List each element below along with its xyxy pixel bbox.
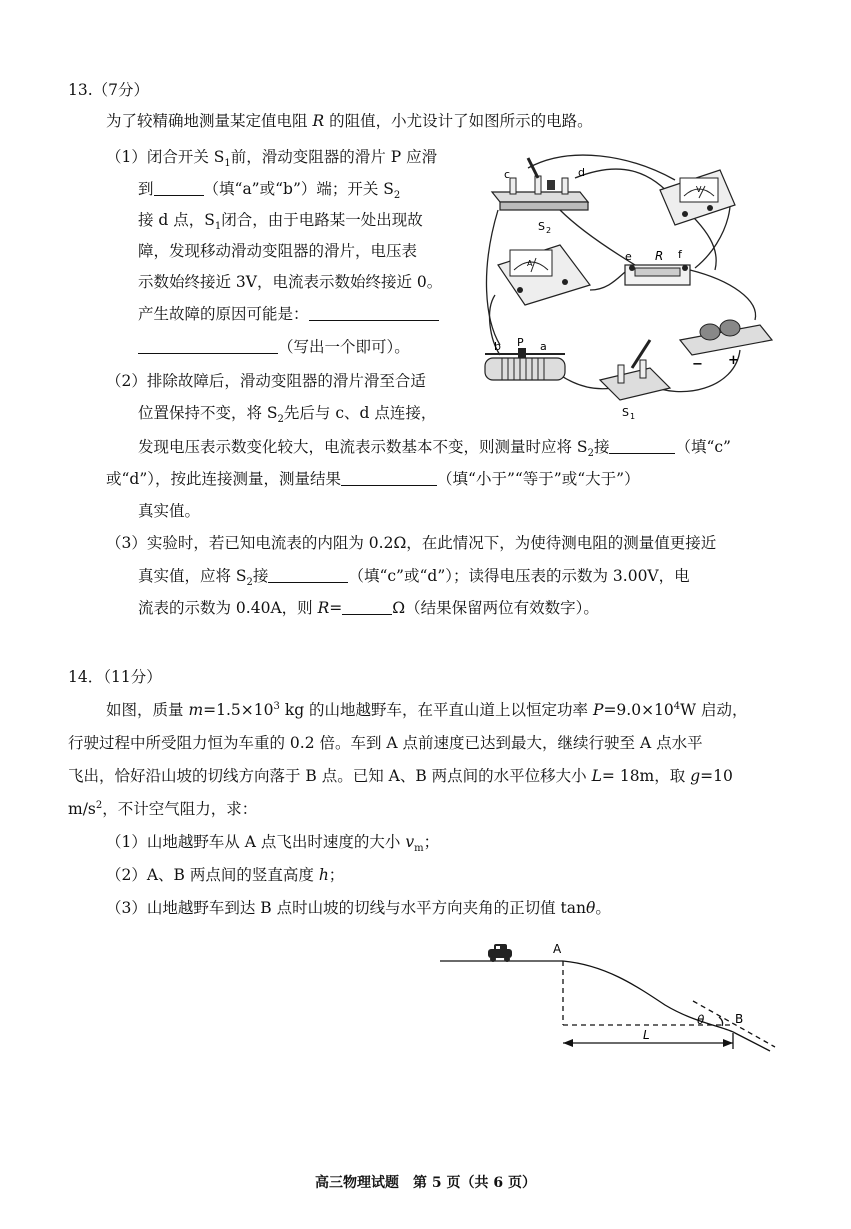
q13-part2-line3: 发现电压表示数变化较大，电流表示数基本不变，则测量时应将 $S_2$接 （填“c” <box>138 438 731 460</box>
resistor-r <box>625 248 690 285</box>
svg-text:1: 1 <box>630 412 636 420</box>
svg-text:A: A <box>527 259 533 268</box>
svg-text:P: P <box>517 336 524 349</box>
q14-number: 14．（11分） <box>68 668 162 686</box>
q14-sub3: （3）山地越野车到达 B 点时山坡的切线与水平方向夹角的正切值 tanθ。 <box>106 899 611 917</box>
q13-part3-line3: 流表的示数为 0.40A，则 R= Ω（结果保留两位有效数字）。 <box>138 599 599 617</box>
q14-line3: 飞出，恰好沿山坡的切线方向落于 B 点。已知 A、B 两点间的水平位移大小 L= 18m，取 g=10 <box>68 767 733 785</box>
q13-part1-line3: 接 d 点，$S_1$闭合，由于电路某一处出现故 <box>138 211 423 233</box>
svg-text:d: d <box>578 166 585 179</box>
svg-text:a: a <box>540 340 547 353</box>
svg-text:2: 2 <box>546 226 552 235</box>
q13-part1-line5: 示数始终接近 3V，电流表示数始终接近 0。 <box>138 273 443 291</box>
q13-number: 13.（7分） <box>68 81 150 99</box>
car-icon <box>488 944 512 962</box>
switch-s2 <box>492 158 588 235</box>
q13-part1-line1: （1）闭合开关 $S_1$前，滑动变阻器的滑片 P 应滑 <box>106 148 438 170</box>
q13-part2-line1: （2）排除故障后，滑动变阻器的滑片滑至合适 <box>106 372 426 390</box>
q13-part1-line6: 产生故障的原因可能是： <box>138 304 439 324</box>
answer-blank[interactable] <box>342 599 392 615</box>
page-footer: 高三物理试题 第 5 页（共 6 页） <box>315 1175 536 1191</box>
circuit-diagram <box>480 150 790 420</box>
q13-part2-line4: 或“d”），按此连接测量，测量结果 （填“小于”“等于”或“大于”） <box>106 470 640 488</box>
q13-intro: 为了较精确地测量某定值电阻 R 的阻值，小尤设计了如图所示的电路。 <box>106 112 593 130</box>
q13-part1-line2: 到 （填“a”或“b”）端；开关 $S_2$ <box>138 180 401 202</box>
answer-blank[interactable] <box>609 438 675 454</box>
svg-text:c: c <box>504 168 511 181</box>
q13-part2-line2: 位置保持不变，将 $S_2$先后与 c、d 点连接， <box>138 404 437 426</box>
q14-sub1: （1）山地越野车从 A 点飞出时速度的大小 $v_m$； <box>106 833 440 855</box>
svg-text:e: e <box>625 250 632 263</box>
svg-text:−: − <box>692 357 703 372</box>
q14-line2: 行驶过程中所受阻力恒为车重的 0.2 倍。车到 A 点前速度已达到最大，继续行驶至 A 点水平 <box>68 734 703 752</box>
q13-part1-line4: 障，发现移动滑动变阻器的滑片，电压表 <box>138 242 418 260</box>
rheostat <box>485 336 565 380</box>
answer-blank[interactable] <box>341 470 437 486</box>
answer-blank[interactable] <box>154 180 204 196</box>
svg-text:B: B <box>735 1012 744 1026</box>
q13-part1-line7: （写出一个即可）。 <box>138 337 410 357</box>
svg-text:V: V <box>696 185 702 194</box>
svg-text:f: f <box>678 248 682 261</box>
svg-text:+: + <box>728 353 739 368</box>
svg-text:b: b <box>494 340 501 353</box>
svg-text:θ: θ <box>697 1013 705 1027</box>
q14-line1: 如图，质量 $m=1.5\times 10^3$ kg 的山地越野车，在平直山道上以恒定功率 $P=9.0\times 10^4W$ 启动， <box>106 700 748 719</box>
q14-line4: $m/s^2$，不计空气阻力，求： <box>68 799 258 818</box>
q14-sub2: （2）A、B 两点间的竖直高度 h； <box>106 866 345 884</box>
answer-blank[interactable] <box>268 567 348 583</box>
svg-text:A: A <box>553 942 562 956</box>
svg-text:S: S <box>622 406 629 419</box>
q13-part3-line2: 真实值，应将 $S_2$接 （填“c”或“d”）；读得电压表的示数为 3.00V，电 <box>138 567 690 589</box>
svg-text:S: S <box>538 220 545 233</box>
answer-blank[interactable] <box>309 305 439 321</box>
battery <box>680 320 772 372</box>
q13-part2-line5: 真实值。 <box>138 502 201 520</box>
ammeter <box>498 245 590 305</box>
answer-blank[interactable] <box>138 338 278 354</box>
svg-text:R: R <box>655 249 664 263</box>
switch-s1 <box>600 340 670 420</box>
slope-diagram <box>435 935 780 1060</box>
q13-part3-line1: （3）实验时，若已知电流表的内阻为 0.2Ω，在此情况下，为使待测电阻的测量值更接近 <box>106 534 717 552</box>
svg-text:L: L <box>643 1028 650 1042</box>
